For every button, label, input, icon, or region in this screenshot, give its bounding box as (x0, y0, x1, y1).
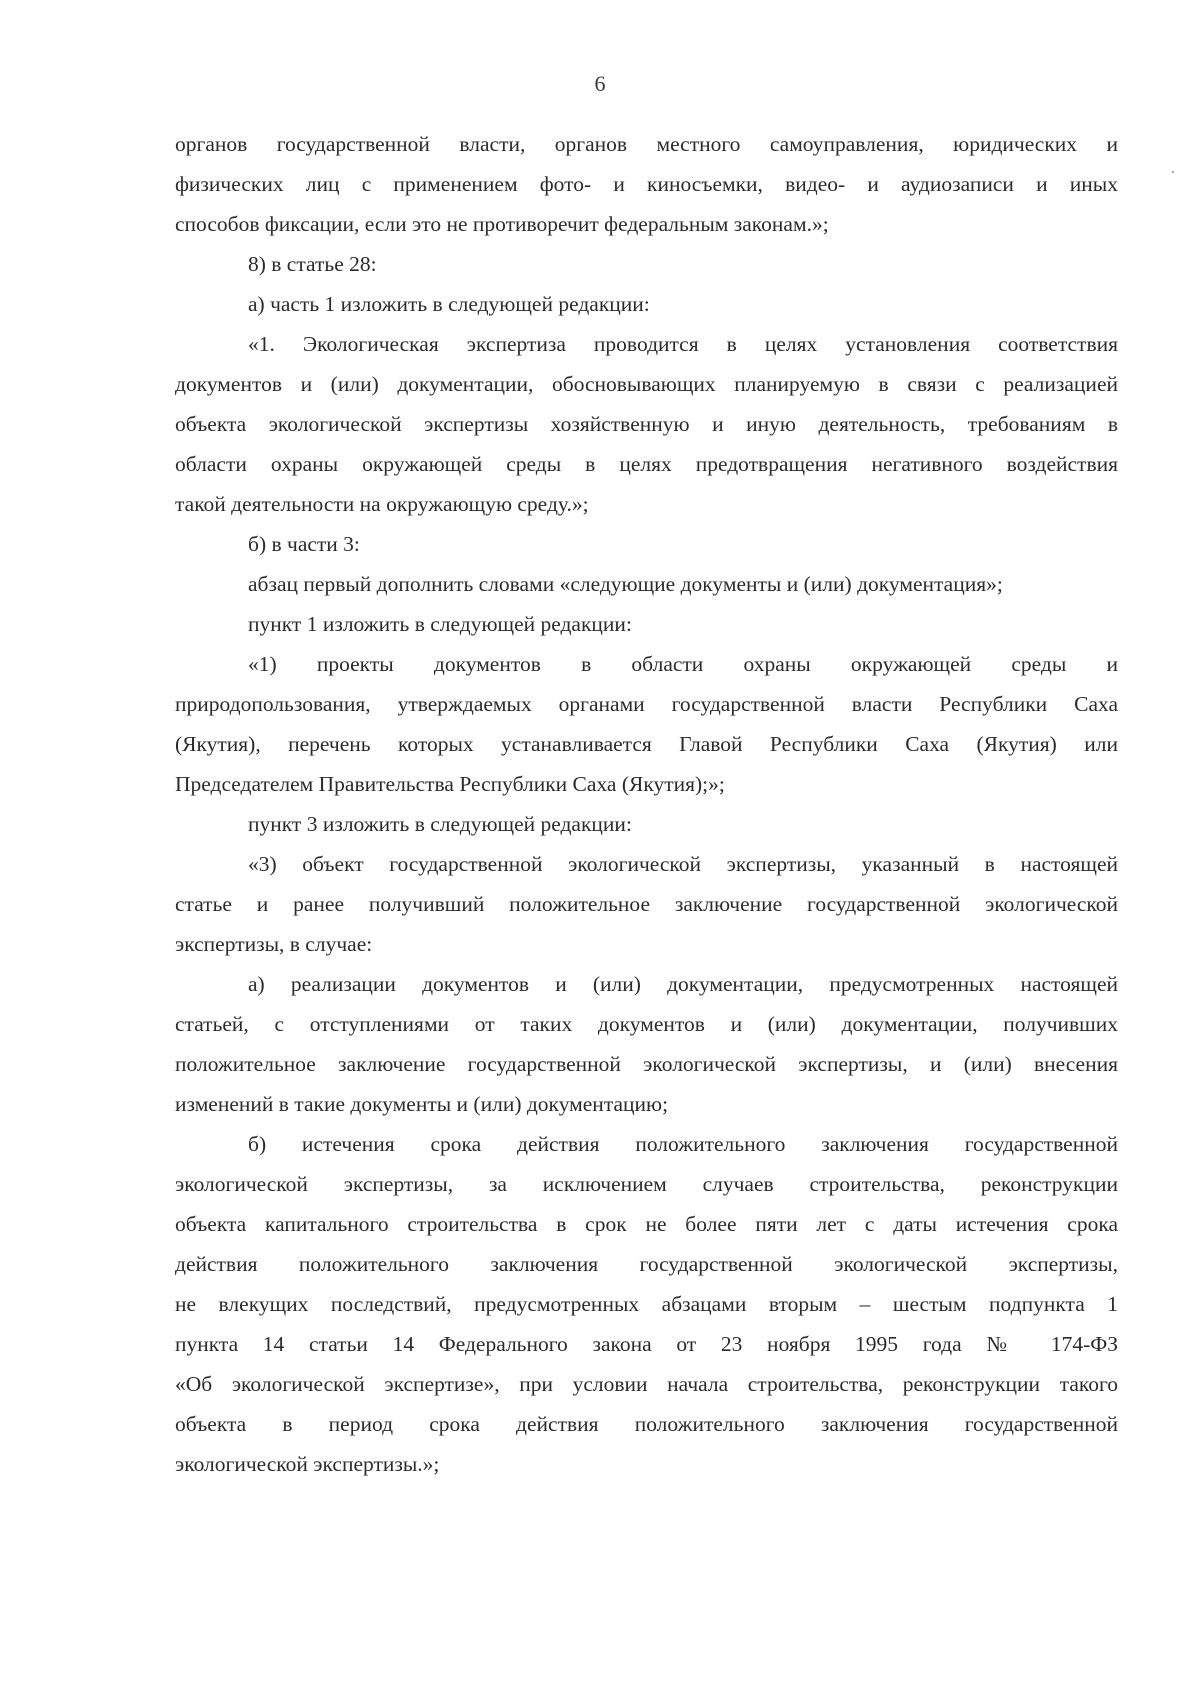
text-line: пункт 1 изложить в следующей редакции: (248, 612, 632, 636)
text-line: статье и ранее получивший положительное заключение государственной экологической (175, 892, 1118, 916)
text-line: «Об экологической экспертизе», при условии начала строительства, реконструкции такого (175, 1372, 1118, 1396)
text-line: органов государственной власти, органов местного самоуправления, юридических и (175, 132, 1118, 156)
text-line: а) реализации документов и (или) документации, предусмотренных настоящей (248, 972, 1118, 996)
text-line: положительное заключение государственной экологической экспертизы, и (или) внесения (175, 1052, 1118, 1076)
text-line: 8) в статье 28: (248, 252, 377, 276)
text-line: изменений в такие документы и (или) документацию; (175, 1092, 669, 1116)
text-line: пункта 14 статьи 14 Федерального закона от 23 ноября 1995 года № 174-ФЗ (175, 1332, 1118, 1356)
scan-speck (1172, 171, 1174, 173)
text-line: «1) проекты документов в области охраны окружающей среды и (248, 652, 1118, 676)
text-line: документов и (или) документации, обосновывающих планируемую в связи с реализацией (175, 372, 1118, 396)
text-line: способов фиксации, если это не противоречит федеральным законам.»; (175, 212, 829, 236)
text-line: пункт 3 изложить в следующей редакции: (248, 812, 632, 836)
text-line: «1. Экологическая экспертиза проводится в целях установления соответствия (248, 332, 1118, 356)
text-line: экспертизы, в случае: (175, 932, 373, 956)
text-line: объекта экологической экспертизы хозяйственную и иную деятельность, требованиям в (175, 412, 1118, 436)
text-line: б) в части 3: (248, 532, 360, 556)
text-line: б) истечения срока действия положительного заключения государственной (248, 1132, 1118, 1156)
text-line: экологической экспертизы.»; (175, 1452, 440, 1476)
text-line: (Якутия), перечень которых устанавливается Главой Республики Саха (Якутия) или (175, 732, 1118, 756)
text-line: физических лиц с применением фото- и киносъемки, видео- и аудиозаписи и иных (175, 172, 1118, 196)
text-line: экологической экспертизы, за исключением случаев строительства, реконструкции (175, 1172, 1118, 1196)
text-line: «3) объект государственной экологической экспертизы, указанный в настоящей (248, 852, 1118, 876)
text-line: не влекущих последствий, предусмотренных абзацами вторым – шестым подпункта 1 (175, 1292, 1118, 1316)
document-body (175, 124, 1118, 1484)
text-line: действия положительного заключения государственной экологической экспертизы, (175, 1252, 1118, 1276)
text-line: природопользования, утверждаемых органами государственной власти Республики Саха (175, 692, 1118, 716)
text-line: абзац первый дополнить словами «следующие документы и (или) документация»; (248, 572, 1003, 596)
text-line: статьей, с отступлениями от таких документов и (или) документации, получивших (175, 1012, 1118, 1036)
text-line: а) часть 1 изложить в следующей редакции: (248, 292, 650, 316)
text-line: объекта в период срока действия положительного заключения государственной (175, 1412, 1118, 1436)
text-line: Председателем Правительства Республики Саха (Якутия);»; (175, 772, 725, 796)
text-line: такой деятельности на окружающую среду.»; (175, 492, 589, 516)
text-line: объекта капитального строительства в срок не более пяти лет с даты истечения срока (175, 1212, 1118, 1236)
text-line: области охраны окружающей среды в целях предотвращения негативного воздействия (175, 452, 1118, 476)
page-number: 6 (594, 71, 606, 96)
